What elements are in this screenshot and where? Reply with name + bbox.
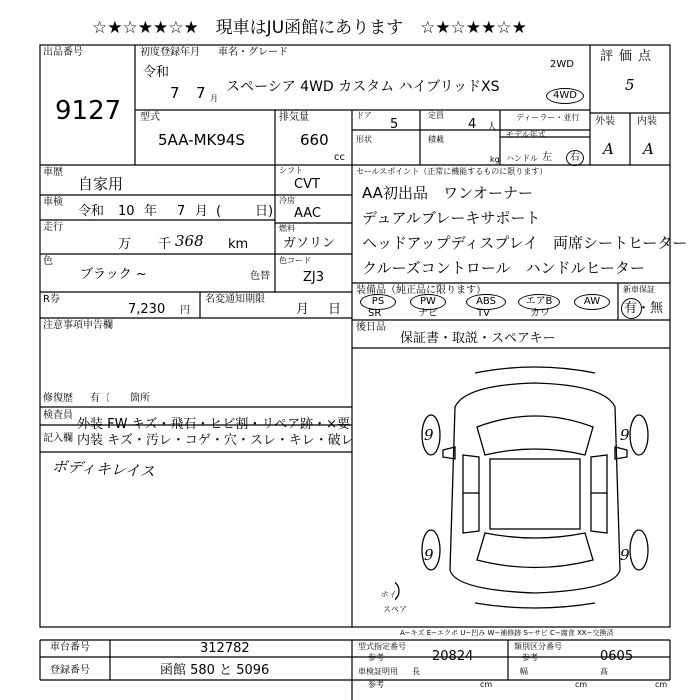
- width-label: 幅: [520, 667, 528, 676]
- model-year-label: モデル年式: [506, 130, 546, 139]
- displacement-label: 排気量: [279, 112, 309, 123]
- mileage-sen: 千: [158, 237, 172, 252]
- equip-ps: PS: [360, 294, 396, 310]
- length-label: 長: [412, 667, 420, 676]
- drive-2wd: 2WD: [550, 59, 574, 70]
- first-reg-month: 7: [196, 84, 206, 102]
- shaken-month: 7: [177, 204, 186, 219]
- shaken-year: 10: [118, 204, 135, 219]
- spare-tire-label: スペア: [383, 605, 407, 614]
- name-change-day: 日: [328, 302, 342, 317]
- category-value: 0605: [600, 649, 634, 664]
- length-unit: cm: [480, 680, 493, 689]
- equip-abs: ABS: [466, 294, 506, 310]
- shaken-label: 車検: [43, 197, 63, 208]
- interior-defects-line: 内装 キズ・汚レ・コゲ・穴・スレ・キレ・破レ: [77, 433, 354, 448]
- later-items-label: 後日品: [356, 322, 386, 333]
- chassis-label: 車台番号: [50, 642, 90, 653]
- color-swap-label: 色替: [250, 271, 270, 282]
- header-banner: ☆★☆★★☆★ 現車はJU函館にあります ☆★☆★★☆★: [92, 18, 527, 38]
- shaken-month-unit: 月: [195, 204, 209, 219]
- seating-value: 4: [468, 117, 477, 132]
- mileage-man: 万: [118, 237, 132, 252]
- seating-label: 定員: [428, 111, 444, 120]
- handle-right-circled: 右: [566, 150, 584, 166]
- color-code-value: ZJ3: [303, 270, 325, 285]
- sales-point-line-3: ヘッドアップディスプレイ 両席シートヒーター: [362, 234, 688, 252]
- fuel-label: 燃料: [279, 224, 295, 233]
- shaken-day-unit: 日): [255, 204, 274, 219]
- new-car-warranty-value: 有・無: [624, 301, 664, 316]
- mileage-value: 368: [175, 232, 204, 250]
- recycle-label: R券: [43, 294, 60, 305]
- repair-value: 有〔: [90, 393, 110, 404]
- equip-pw: PW: [410, 294, 446, 310]
- exterior-defects-line: 外装 FW キズ・飛石・ヒビ割・リペア跡・×要: [77, 417, 350, 432]
- later-items-value: 保証書・取説・スペアキー: [400, 331, 556, 346]
- lot-label: 出品番号: [43, 47, 83, 58]
- handwritten-note: ボディキレイス: [51, 457, 156, 481]
- type-code: 5AA-MK94S: [158, 131, 245, 149]
- history-value: 自家用: [78, 175, 124, 193]
- shift-value: CVT: [294, 177, 320, 192]
- certificate-ref: 参考: [368, 680, 384, 689]
- sales-point-line-2: デュアルブレーキサポート: [362, 209, 541, 227]
- interior-grade: A: [643, 140, 654, 158]
- damage-mark-front-right: 9: [620, 426, 630, 444]
- name-change-label: 名変通知期限: [205, 294, 265, 305]
- model-label: 車名・グレード: [218, 47, 288, 58]
- first-reg-label: 初度登録年月: [140, 47, 200, 58]
- aircon-value: AAC: [294, 206, 321, 221]
- mileage-label: 走行: [43, 222, 63, 233]
- equip-navi: ナビ: [418, 308, 438, 319]
- history-label: 車歴: [43, 167, 63, 178]
- shaken-paren: (: [216, 204, 222, 219]
- sales-point-line-4: クルーズコントロール ハンドルヒーター: [362, 259, 645, 277]
- registration-number: 函館 580 と 5096: [160, 663, 270, 678]
- repair-suffix: 箇所: [130, 393, 150, 404]
- chassis-number: 312782: [200, 641, 250, 656]
- damage-mark-front-left: 9: [424, 426, 434, 444]
- name-change-month: 月: [296, 302, 310, 317]
- equip-leather: カワ: [530, 308, 550, 319]
- width-unit: cm: [575, 680, 588, 689]
- certificate-label: 車検証明用: [358, 667, 398, 676]
- damage-legend: A−キズ E−エクボ U−凹み W−補修跡 S−サビ C−腐食 XX−交換済: [400, 629, 614, 637]
- equip-tv: TV: [477, 308, 490, 319]
- category-label: 類別区分番号: [514, 642, 562, 651]
- spare-tire-mark: ホイ: [380, 590, 396, 599]
- sales-points-label: セールスポイント（正常に機能するものに限ります）: [356, 167, 548, 176]
- new-car-warranty-label: 新車保証: [623, 285, 655, 294]
- doors-value: 5: [390, 117, 399, 132]
- type-designation-label: 型式指定番号: [358, 642, 406, 651]
- color-value: ブラック ~: [80, 267, 147, 282]
- shift-label: シフト: [279, 166, 303, 175]
- color-label: 色: [43, 256, 53, 267]
- exterior-label: 外装: [595, 116, 615, 127]
- grade-value: 5: [625, 76, 635, 94]
- capacity-label: 積載: [428, 135, 444, 144]
- recycle-unit: 円: [180, 305, 190, 316]
- exterior-grade: A: [603, 140, 614, 158]
- grade-label: 評価点: [600, 49, 658, 64]
- equip-aw: AW: [574, 294, 610, 310]
- registration-label: 登録番号: [50, 665, 90, 676]
- doors-label: ドア: [356, 111, 372, 120]
- car-body-diagram: [395, 355, 670, 615]
- damage-mark-rear-right: 9: [620, 546, 630, 564]
- seating-unit: 人: [487, 122, 497, 133]
- type-designation-value: 20824: [432, 649, 474, 664]
- equip-sr: SR: [368, 308, 382, 319]
- shaken-era: 令和: [78, 204, 105, 219]
- capacity-unit: kg: [490, 155, 500, 164]
- dealer-import-label: ディーラー・並行: [516, 113, 580, 122]
- first-reg-year: 7: [170, 84, 180, 102]
- repair-label: 修復歴: [43, 393, 73, 404]
- mileage-unit: km: [228, 237, 249, 252]
- interior-label: 内装: [637, 116, 657, 127]
- recycle-value: 7,230: [128, 302, 166, 317]
- handle-label: ハンドル: [506, 154, 538, 163]
- shaken-year-unit: 年: [144, 204, 158, 219]
- equip-airbag: エアB: [518, 294, 560, 310]
- type-designation-ref: 参考: [368, 653, 384, 662]
- damage-mark-rear-left: 9: [424, 546, 434, 564]
- height-unit: cm: [655, 680, 668, 689]
- shape-label: 形状: [356, 135, 372, 144]
- warranty-circle: [621, 298, 642, 319]
- displacement-value: 660: [300, 131, 329, 149]
- inspector-entry-label: 記入欄: [43, 433, 73, 444]
- lot-number: 9127: [55, 96, 122, 126]
- sales-point-line-1: AA初出品 ワンオーナー: [362, 184, 533, 202]
- category-ref: 参考: [522, 653, 538, 662]
- inspector-label: 検査員: [43, 410, 73, 421]
- type-code-label: 型式: [140, 112, 160, 123]
- handle-left: 左: [542, 152, 552, 163]
- height-label: 高: [600, 667, 608, 676]
- fuel-value: ガソリン: [283, 236, 336, 251]
- first-reg-era: 令和: [143, 65, 170, 80]
- displacement-unit: cc: [334, 152, 345, 163]
- notes-label: 注意事項申告欄: [43, 320, 113, 331]
- model-name: スペーシア 4WD カスタム ハイブリッドXS: [226, 79, 500, 95]
- equipment-label: 装備品（純正品に限ります）: [356, 285, 486, 296]
- drive-4wd-circled: 4WD: [546, 88, 584, 104]
- color-code-label: 色コード: [279, 256, 311, 265]
- aircon-label: 冷房: [279, 196, 295, 205]
- first-reg-month-unit: 月: [210, 94, 218, 103]
